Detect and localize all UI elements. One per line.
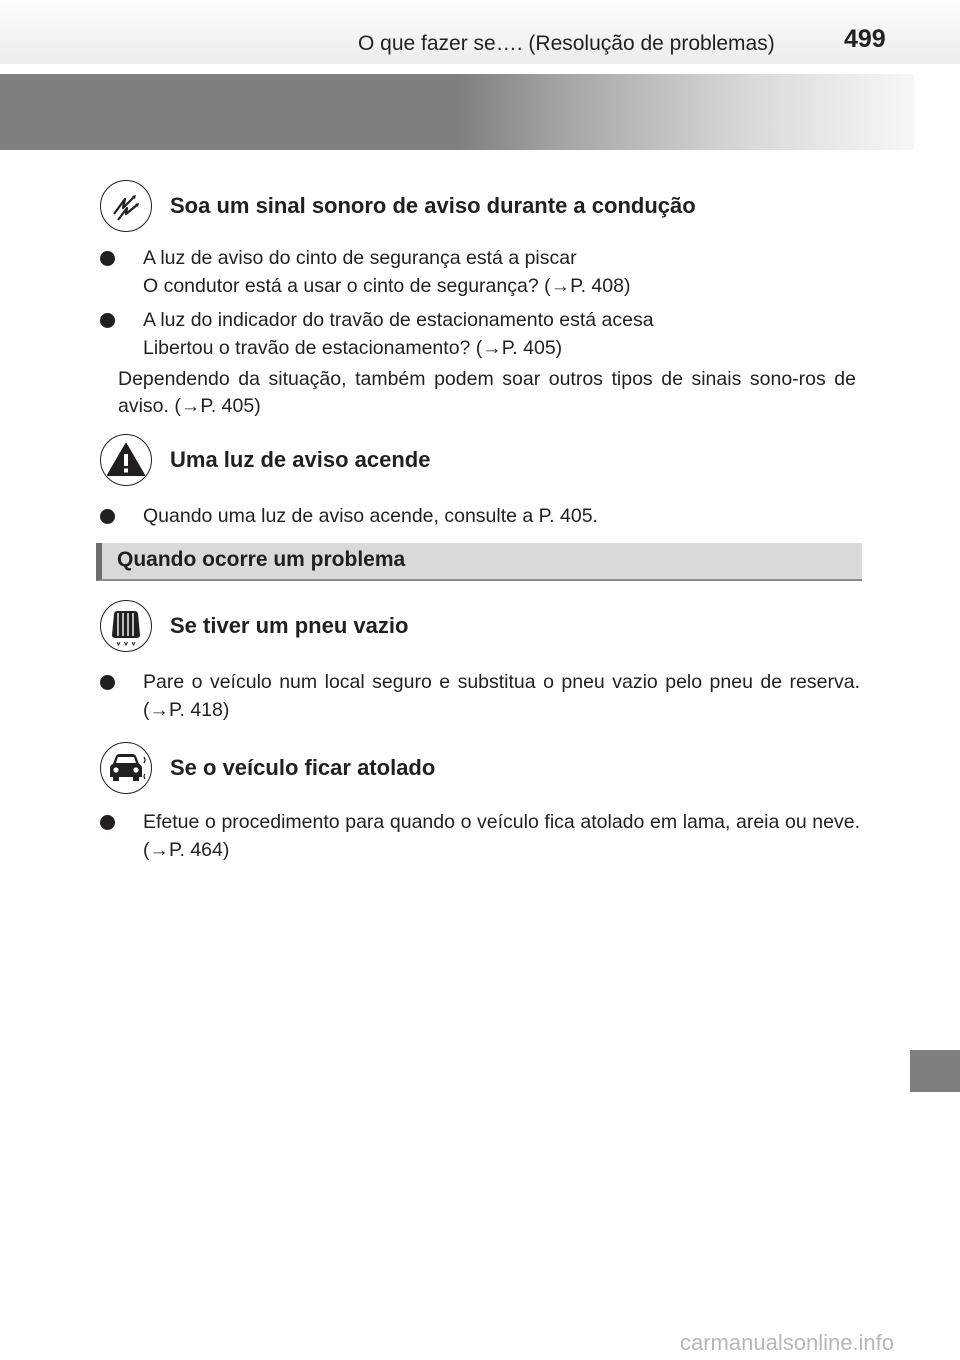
watermark-text: carmanualsonline.info [680, 1330, 895, 1355]
list-item [100, 502, 860, 530]
list-item-text: Efetue o procedimento para quando o veículo fica atolado em lama, areia ou neve. (→P. 464) [143, 811, 860, 861]
list-item-text: Pare o veículo num local seguro e substitua o pneu vazio pelo pneu de reserva. (→P. 418) [143, 671, 860, 721]
bullet-icon [100, 675, 115, 690]
stuck-vehicle-icon [100, 742, 152, 794]
flat-tire-icon [100, 600, 152, 652]
bullet-icon [100, 815, 115, 830]
bullet-icon [100, 313, 115, 328]
list-item-subtext: Libertou o travão de estacionamento? (→P. 405) [143, 337, 563, 359]
section-title: Quando ocorre um problema [117, 548, 406, 571]
buzzer-warning-icon [100, 180, 152, 232]
chapter-banner [0, 74, 914, 150]
heading-title: Uma luz de aviso acende [170, 447, 431, 472]
list-item-text: Quando uma luz de aviso acende, consulte a P. 405. [143, 505, 598, 527]
heading-title: Se o veículo ficar atolado [170, 755, 436, 780]
heading-title: Soa um sinal sonoro de aviso durante a condução [170, 193, 696, 218]
list-item-text: A luz do indicador do travão de estacionamento está acesa [143, 309, 654, 331]
heading-stuck-vehicle [100, 742, 860, 798]
page-header [0, 0, 960, 64]
heading-flat-tire [100, 600, 860, 656]
list-item [100, 668, 860, 724]
heading-warning-buzzer [100, 180, 860, 236]
warning-triangle-icon [100, 434, 152, 486]
list-item-subtext: O condutor está a usar o cinto de segurança? (→P. 408) [143, 275, 631, 297]
list-item [100, 306, 860, 362]
bullet-icon [100, 509, 115, 524]
heading-title: Se tiver um pneu vazio [170, 613, 409, 638]
chapter-tab-marker [910, 1050, 960, 1092]
list-item [100, 808, 860, 864]
page-number: 499 [844, 25, 886, 53]
list-item [100, 244, 860, 300]
bullet-icon [100, 251, 115, 266]
section-title-bar [96, 543, 862, 581]
note-paragraph: Dependendo da situação, também podem soar outros tipos de sinais sono-ros de aviso. (→P. 405) [118, 368, 856, 417]
header-title: O que fazer se…. (Resolução de problemas) [358, 32, 775, 55]
heading-warning-light [100, 434, 860, 490]
list-item-text: A luz de aviso do cinto de segurança está a piscar [143, 247, 577, 269]
